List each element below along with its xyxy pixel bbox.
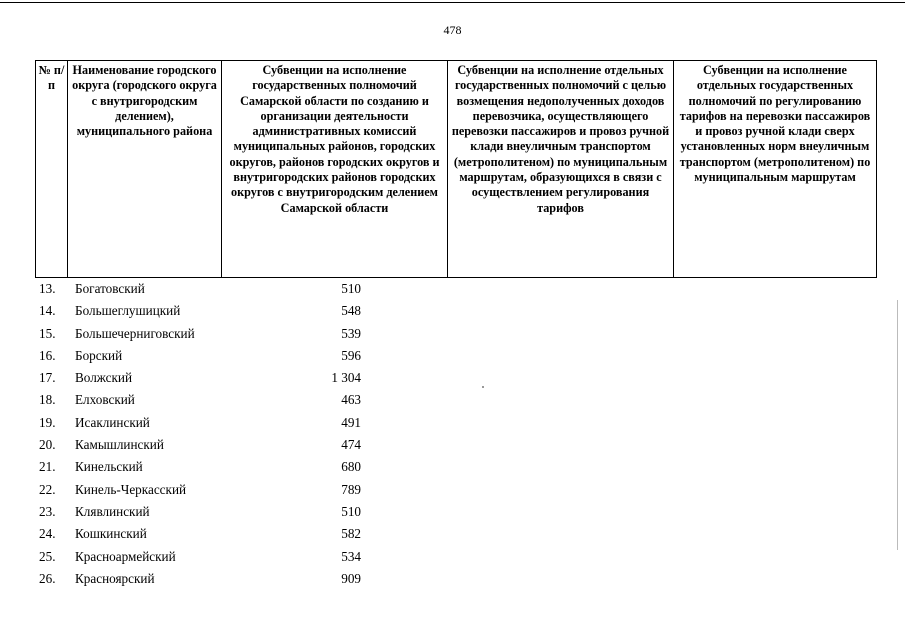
table-row xyxy=(35,523,435,545)
row-number: 16. xyxy=(39,347,56,363)
table-row xyxy=(35,456,435,478)
row-name: Красноярский xyxy=(75,570,155,586)
row-number: 17. xyxy=(39,370,56,386)
row-name: Большеглушицкий xyxy=(75,303,181,319)
scan-edge-line xyxy=(897,300,898,550)
row-name: Богатовский xyxy=(75,281,145,296)
row-name: Красноармейский xyxy=(75,548,176,564)
row-value: 596 xyxy=(341,347,361,363)
table-body xyxy=(35,278,435,590)
row-name: Борский xyxy=(75,347,123,363)
table-row xyxy=(35,546,435,568)
row-value: 539 xyxy=(341,325,361,341)
row-number: 20. xyxy=(39,437,56,453)
header-metro-compensation: Субвенции на исполнение отдельных государственных полномочий с целью возмещения недополученных доходов перевозчика, осуществляющего перевозки пассажиров и провоз ручной клади внеуличным транспортом (метрополитеном) по муниципальным маршрутам, образующихся в связи с осуществлением регулирования тарифов xyxy=(448,61,674,278)
row-value: 582 xyxy=(341,526,361,542)
row-name: Клявлинский xyxy=(75,503,150,519)
table-row xyxy=(35,389,435,411)
row-number: 13. xyxy=(39,281,56,296)
row-name: Елховский xyxy=(75,392,135,408)
row-value: 463 xyxy=(341,392,361,408)
header-number: № п/п xyxy=(36,61,68,278)
row-name: Волжский xyxy=(75,370,133,386)
table-row xyxy=(35,278,435,300)
row-number: 23. xyxy=(39,503,56,519)
row-name: Кинель-Черкасский xyxy=(75,481,187,497)
table-row xyxy=(35,300,435,322)
row-number: 19. xyxy=(39,414,56,430)
row-number: 24. xyxy=(39,526,56,542)
row-name: Исаклинский xyxy=(75,414,150,430)
row-value: 534 xyxy=(341,548,361,564)
row-name: Кошкинский xyxy=(75,526,147,542)
row-value: 789 xyxy=(341,481,361,497)
table-row xyxy=(35,434,435,456)
row-value: 474 xyxy=(341,437,361,453)
table-row xyxy=(35,568,435,590)
table-row xyxy=(35,479,435,501)
header-name: Наименование городского округа (городского округа с внутригородским делением), муниципального района xyxy=(68,61,222,278)
row-name: Кинельский xyxy=(75,459,143,475)
row-number: 25. xyxy=(39,548,56,564)
table-row xyxy=(35,412,435,434)
header-admin-commissions: Субвенции на исполнение государственных полномочий Самарской области по созданию и организации деятельности административных комиссий муниципальных районов, городских округов, районов городских округов и внутригородских районов городских округов с внутригородским делением Самарской области xyxy=(222,61,448,278)
row-value: 510 xyxy=(341,503,361,519)
table-row xyxy=(35,323,435,345)
row-name: Камышлинский xyxy=(75,437,164,453)
row-value: 1 304 xyxy=(331,370,361,386)
table-row xyxy=(35,367,435,389)
header-metro-tariff-regulation: Субвенции на исполнение отдельных государственных полномочий по регулированию тарифов на перевозки пассажиров и провоз ручной клади сверх установленных норм внеуличным транспортом (метрополитеном) по муниципальным маршрутам xyxy=(674,61,877,278)
row-number: 26. xyxy=(39,570,56,586)
table-row xyxy=(35,501,435,523)
scan-speck xyxy=(482,386,484,388)
row-number: 14. xyxy=(39,303,56,319)
header-row xyxy=(36,61,877,278)
page-number: 478 xyxy=(443,23,462,37)
row-number: 21. xyxy=(39,459,56,475)
row-value: 909 xyxy=(341,570,361,586)
row-value: 680 xyxy=(341,459,361,475)
row-number: 15. xyxy=(39,325,56,341)
table-row xyxy=(35,345,435,367)
row-name: Большечерниговский xyxy=(75,325,195,341)
row-value: 491 xyxy=(341,414,361,430)
subventions-table-header xyxy=(35,60,877,278)
row-number: 18. xyxy=(39,392,56,408)
row-value: 510 xyxy=(341,281,361,296)
row-value: 548 xyxy=(341,303,361,319)
row-number: 22. xyxy=(39,481,56,497)
top-rule xyxy=(0,2,905,3)
